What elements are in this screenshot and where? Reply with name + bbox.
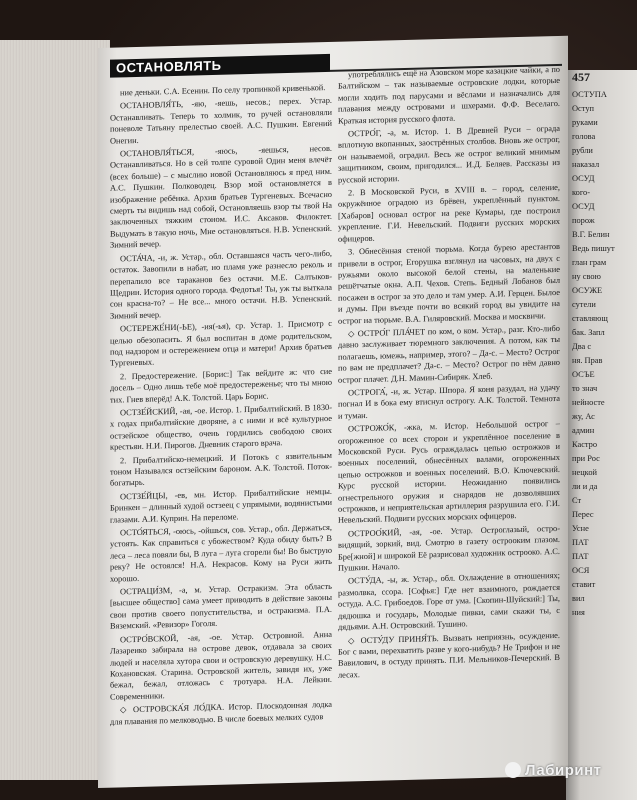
right-page-line: админ bbox=[572, 426, 595, 435]
right-page-line: при Рос bbox=[572, 454, 600, 463]
right-page-lines bbox=[572, 88, 634, 620]
right-page-line: ставляющ bbox=[572, 314, 608, 323]
dictionary-entry: ОСТО́ЯТЬСЯ, -оюсь, -ойшься, сов. Устар., обл. Держаться, устоять. Как справиться с убожеством? Куда обиду быть? В леса – леса повяли бы, В луга – луга сгорели бы! Во быструю реку? Не остоялся! Н.А. Некрасов. Кому на Руси жить хорошо. bbox=[110, 522, 332, 584]
dictionary-entry: ОСТРОЖО́К, -жка, м. Истор. Небольшой острог – огороженное со всех сторон и укреплённое поселение в Московской Руси. Русь ограждалась цепью острожков и военных поселений, обнесённых валами, огороженных цепью острожков и военных поселений. В.О. Ключевский. Курс русской истории. Неожиданно появились огнестрельного оружия и снарядов не дозволявших острожков, и неприятельская артиллерия разрушила его. Г.И. Невельский. Подвиги русских морских офицеров. bbox=[338, 419, 560, 526]
labyrinth-logo-icon bbox=[505, 762, 521, 778]
right-page-line: ПАТ bbox=[572, 552, 589, 561]
right-page-line: сутели bbox=[572, 300, 596, 309]
right-page-line: Ведь пишут bbox=[572, 244, 615, 253]
right-page-text bbox=[572, 70, 634, 720]
right-page-line: ния bbox=[572, 608, 585, 617]
dictionary-entry: ние деньки. С.А. Есенин. По селу тропинкой кривенькой. bbox=[120, 83, 326, 98]
right-page-line: ну свою bbox=[572, 272, 601, 281]
dictionary-entry: 2. Прибалтийско-немецкий. И Потокъ с язвительным тоном Назывался остзейским бароном. А.К. Толстой. Поток-богатырь. bbox=[110, 450, 332, 489]
right-page-line: Два с bbox=[572, 342, 592, 351]
dictionary-entry: ОСТАНОВЛЯ́ТЬ, -яю, -яешь, несов.; перех. Устар. Останавливать. Теперь то холмик, то ручей остановляли поневоле Татьяну прелестью своей. А.С. Пушкин. Евгений Онегин. bbox=[110, 96, 332, 146]
left-page bbox=[98, 36, 568, 788]
right-page-line: ОСУД bbox=[572, 202, 595, 211]
right-page-line: нейносте bbox=[572, 398, 605, 407]
dictionary-entry: ОСТРО́ВСКОЙ, -ая, -ое. Устар. Островной. Анна Лазаренко забирала на острове девок, отдавала за своих людей и населяла хутора свои и островскую деревушку. Н.С. Кохановская. Старина. Островской житель, завидя их, уже бежал, бежал, отложась с тротуара. Н.А. Лейкин. Современники. bbox=[110, 629, 332, 702]
right-page-line: наказал bbox=[572, 160, 600, 169]
right-page-line: глан грам bbox=[572, 258, 607, 267]
dictionary-entry: 2. В Московской Руси, в XVIII в. – город, селение, окружённое оградою из брёвен, укреплённый пунктом. [Хабаров] основал острог на реке Кумары, где построил укрепление. Г.И. Невельский. Подвиги русских морских офицеров. bbox=[338, 182, 560, 244]
dictionary-entry: ОСТАНОВЛЯ́ТЬСЯ, -яюсь, -яешься, несов. Останавливаться. Но в сей толпе суровой Один меня влечёт (всех больше) – с мыслию новой Остановляюсь я пред ним. А.С. Пушкин. Полководец. Взор мой остановляется в изображение ребёнка. Архив братьев Тургеневых. Всечасно смерть ты видишь над собой, Остановляешь взор ты твой На заключенных тяжким стоном. И.С. Аксаков. Филоктет. Выдумать в такую ночь, Мне остановляться. Н.В. Успенский. Зимний вечер. bbox=[110, 143, 332, 250]
right-page-line: Перес bbox=[572, 510, 594, 519]
right-page-line: ОСУД bbox=[572, 174, 595, 183]
right-column bbox=[338, 64, 560, 683]
dictionary-entry: ◇ ОСТУ́ДУ ПРИНЯ́ТЬ. Вызвать неприязнь, осуждение. Бог с вами, перехватить разве у кого-нибудь? Не Трифон и не Вавилович, в остуду принять. П.И. Мельников-Печерский. В лесах. bbox=[338, 630, 560, 680]
dictionary-entry: ОСТУ́ДА, -ы, ж. Устар., обл. Охлаждение в отношениях; размолвка, ссора. [Софья:] Где нет взаимного, рождается остуда. А.С. Грибоедов. Горе от ума. [Скопин-Шуйский:] Ты, дядюшка и государь, Молодые пивки, сами скажи ты, с дядьями. А.Н. Островский. Тушино. bbox=[338, 571, 560, 632]
page-edges bbox=[0, 40, 110, 780]
right-page-line: ОСУЖЕ bbox=[572, 286, 603, 295]
right-page-line: В.Г. Белин bbox=[572, 230, 610, 239]
running-head: ОСТАНОВЛЯТЬ bbox=[110, 54, 330, 78]
right-page-line: руками bbox=[572, 118, 598, 127]
right-page-line: рубли bbox=[572, 146, 593, 155]
right-page-line: кого- bbox=[572, 188, 591, 197]
dictionary-entry: 3. Обнесённая стеной тюрьма. Когда бурею арестантов привели в острог, Егорушка взглянул на часовых, на двух с ружьями около высокой белой стены, на маленькие решётчатые окна. А.П. Чехов. Степь. Бедный Лобанов был посажен в острог за это дело и там умер. А.И. Герцен. Былое и думы. При въезде почти во всякий город вы увидите на острог на тюрьме. В.А. Гиляровский. Москва и москвичи. bbox=[338, 241, 560, 326]
right-page-line: Усне bbox=[572, 524, 589, 533]
dictionary-entry: ◇ ОСТРО́Г ПЛА́ЧЕТ по ком, о ком. Устар., разг. Кто-либо давно заслуживает тюремного заключения. А потом, как ты полагаешь, юмежь, например, этого? – Да-с. – Место? Острог по вам не предплачет? Да-с. – Место? Острог по нём давно острог плачет. Д.Н. Мамин-Сибиряк. Хлеб. bbox=[338, 323, 560, 385]
dictionary-entry: ◇ ОСТРОВСКА́Я ЛО́ДКА. Истор. Плоскодонная лодка для плавания по мелководью. В числе боевых мелких судов bbox=[110, 699, 332, 727]
right-page-line: ОСТУПА bbox=[572, 90, 607, 99]
right-page-line: ли и да bbox=[572, 482, 598, 491]
dictionary-entry: ОСТРО́Г, -а, м. Истор. 1. В Древней Руси – ограда вплотную вкопанных, заострённых столбов. Вновь же острог, он называемой, оградил. Весь же острог великий мнимым защитником, своим, пригодился... И.Д. Беляев. Рассказы из русской истории. bbox=[338, 123, 560, 185]
right-page-line: бак. Запл bbox=[572, 328, 605, 337]
dictionary-entry: ОСТЗЕ́ЙСКИЙ, -ая, -ое. Истор. 1. Прибалтийский. В 1830-х годах прибалтийские дворяне, а с ними и всё культурное остзейское общество, очень гордились свободою своих крестьян. Н.И. Пирогов. Дневник старого врача. bbox=[110, 402, 332, 452]
watermark bbox=[505, 762, 602, 779]
dictionary-entry: ОСТА́ЧА, -и, ж. Устар., обл. Оставшаяся часть чего-либо, остаток. Завопили в набат, но пламя уже разнесло реколь и перепалило все тараканов без остачи. М.Е. Салтыков-Щедрин. История одного города. Федотья! Ты, уж ты выткала сон красна-то? – Не все... много остачи. Н.В. Успенский. Зимний вечер. bbox=[110, 248, 332, 321]
dictionary-entry: ОСТЗЕ́ЙЦЫ, -ев, мн. Истор. Прибалтийские немцы. Бринкен – длинный худой остзеец с упрямыми, водянистыми глазами. А.И. Куприн. На переломе. bbox=[110, 486, 332, 525]
right-page-line: ОСЪЕ bbox=[572, 370, 595, 379]
dictionary-entry: ОСТРАЦИ́ЗМ, -а, м. Устар. Остракизм. Эта область [высшее общество] сама умеет приводить в действие законы свои против своего попустительства, и остракизма. П.А. Вяземский. «Ревизор» Гоголя. bbox=[110, 581, 332, 631]
right-page-line: жу, Ас bbox=[572, 412, 595, 421]
right-page-line: ставит bbox=[572, 580, 596, 589]
dictionary-entry: употреблялись ещё на Азовском море казацкие чайки, а по Балтийском – так называемые островские лодки, которые могли ходить под парусами и вёслами и назначались для плавания между островами и шхерами. Ф.Ф. Веселаго. Краткая история русского флота. bbox=[338, 64, 560, 126]
dictionary-entry: ОСТЕРЕЖЕ́НИ(-ЬЕ), -ия(-ья), ср. Устар. 1. Присмотр с целью обезопасить. Я был воспитан в доме родительском, под надзором и остережением отца и матери! Архив братьев Тургеневых. bbox=[110, 318, 332, 369]
right-page-line: Оступ bbox=[572, 104, 594, 113]
right-page-line: Ст bbox=[572, 496, 582, 505]
right-page-line: ОСЯ bbox=[572, 566, 590, 575]
dictionary-entry: ОСТРОО́КИЙ, -ая, -ое. Устар. Остроглазый, остро-видящий, зоркий, вид. Смотрю в газету острооким глазом. Бре[жной] и широкой Её разрисовал художник острооко. А.С. Пушкин. Начало. bbox=[338, 523, 560, 573]
right-page-line: ня. Прав bbox=[572, 356, 603, 365]
right-page-line: Кастро bbox=[572, 440, 598, 449]
dictionary-entry: ОСТРОГА́, -и, ж. Устар. Шпора. Я коня разудал, на удачу погнал И в бока ему втиснул острогу. А.К. Толстой. Темнота и туман. bbox=[338, 382, 560, 421]
right-page-line: голова bbox=[572, 132, 596, 141]
right-page-line: нецкой bbox=[572, 468, 597, 477]
left-column bbox=[110, 82, 332, 730]
right-page-line: порож bbox=[572, 216, 595, 225]
right-page-line: вил bbox=[572, 594, 585, 603]
watermark-text: Лабиринт bbox=[525, 762, 602, 779]
right-page-line: ПАТ bbox=[572, 538, 589, 547]
page-number: 457 bbox=[572, 70, 590, 84]
dictionary-entry: 2. Предостережение. [Борис:] Так вейдите ж: что сие досель – Одно лишь тебе моё предостереженье; что ты мною тих. Гнев вперёд! А.К. Толстой. Царь Борис. bbox=[110, 366, 332, 405]
right-page-line: то знач bbox=[572, 384, 598, 393]
